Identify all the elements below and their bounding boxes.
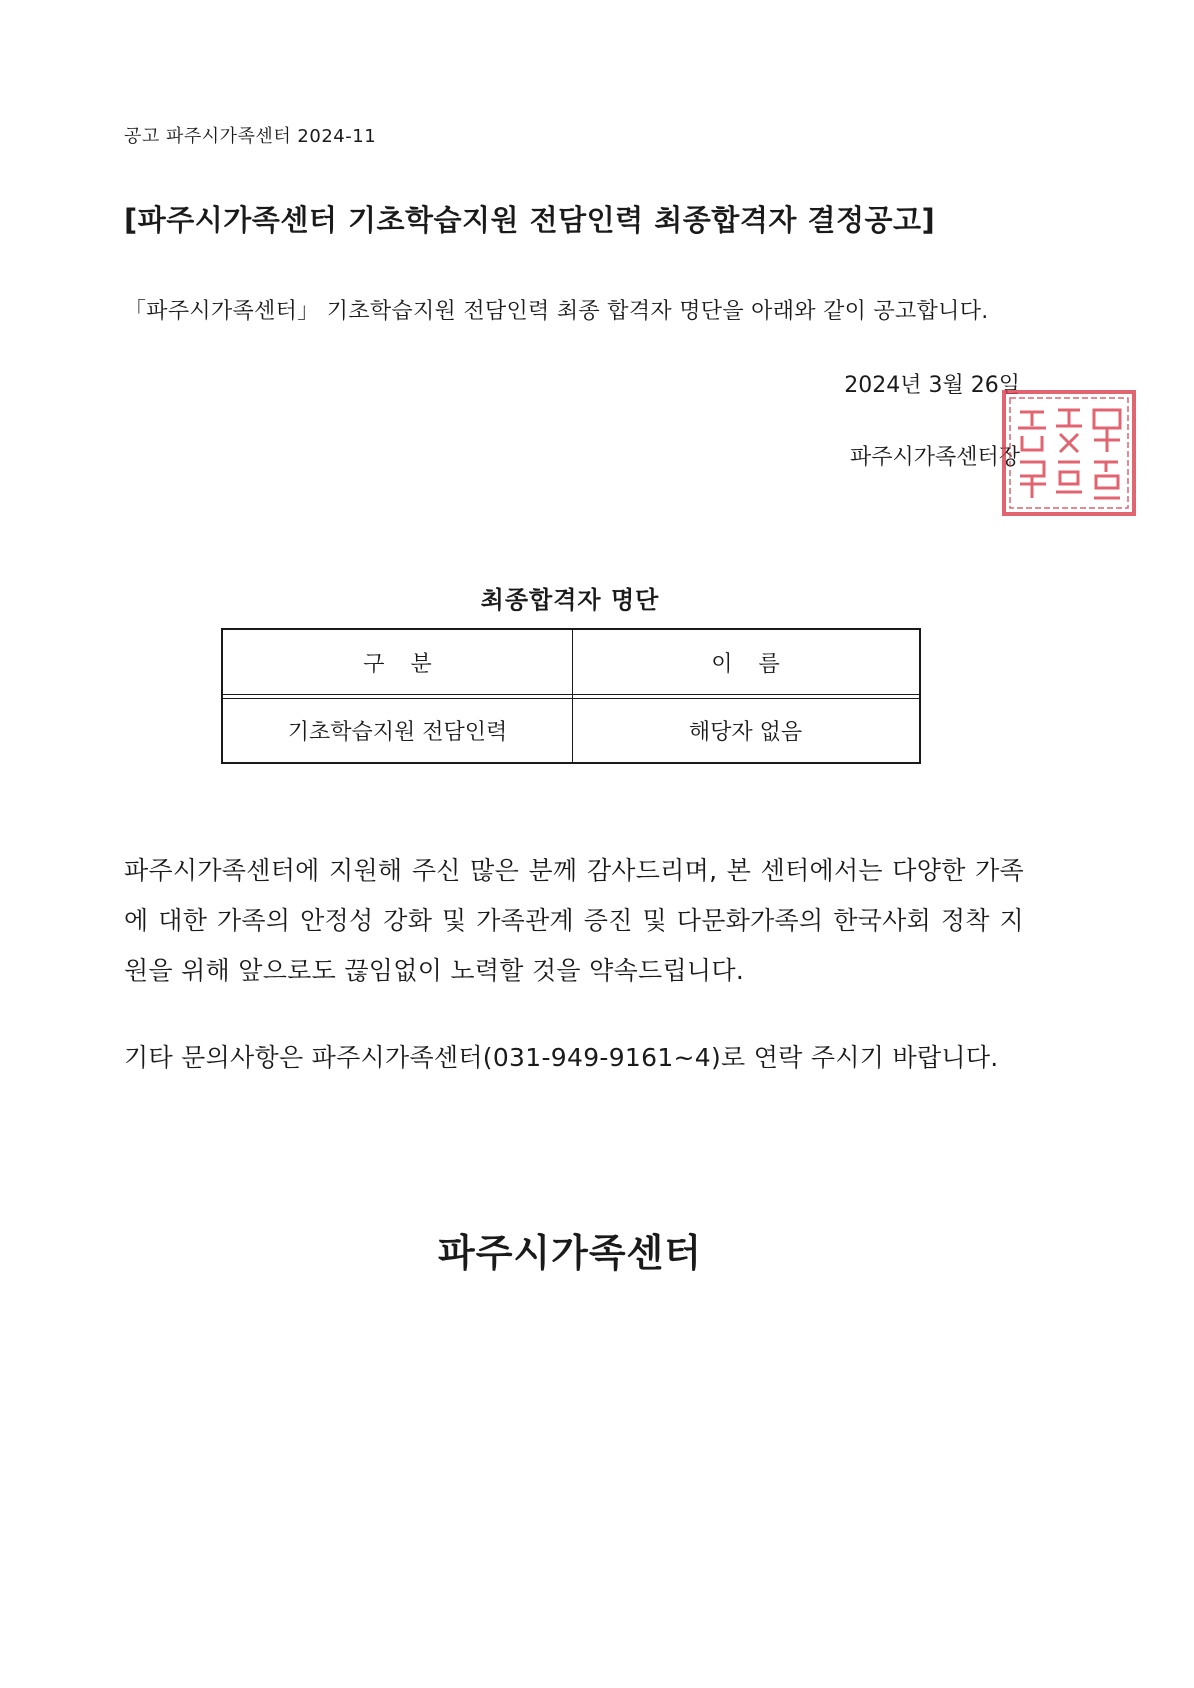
notice-number: 공고 파주시가족센터 2024-11	[124, 126, 377, 147]
intro-paragraph: 「파주시가족센터」 기초학습지원 전담인력 최종 합격자 명단을 아래와 같이 공고합니다.	[124, 299, 989, 324]
signer-title: 파주시가족센터장	[849, 445, 1020, 470]
table-header-name: 이름	[711, 651, 806, 677]
results-table-title: 최종합격자 명단	[480, 586, 660, 614]
closing-message: 파주시가족센터에 지원해 주신 많은 분께 감사드리며, 본 센터에서는 다양한 가족에 대한 가족의 안정성 강화 및 가족관계 증진 및 다문화가족의 한국사회 정착 지원을 위해 앞으로도 끊임없이 노력할 것을 약속드립니다.	[124, 856, 1024, 985]
seal-glyphs	[1018, 410, 1120, 498]
official-seal-stamp	[1000, 388, 1138, 518]
results-table	[221, 628, 921, 764]
table-header-category: 구분	[363, 651, 458, 677]
document-title: [파주시가족센터 기초학습지원 전담인력 최종합격자 결정공고]	[124, 203, 936, 237]
table-cell-name: 해당자 없음	[688, 719, 803, 745]
contact-info: 기타 문의사항은 파주시가족센터(031-949-9161~4)로 연락 주시기 바랍니다.	[124, 1043, 999, 1072]
table-cell-category: 기초학습지원 전담인력	[287, 719, 508, 745]
notice-date: 2024년 3월 26일	[844, 373, 1020, 398]
organization-name: 파주시가족센터	[438, 1231, 702, 1275]
